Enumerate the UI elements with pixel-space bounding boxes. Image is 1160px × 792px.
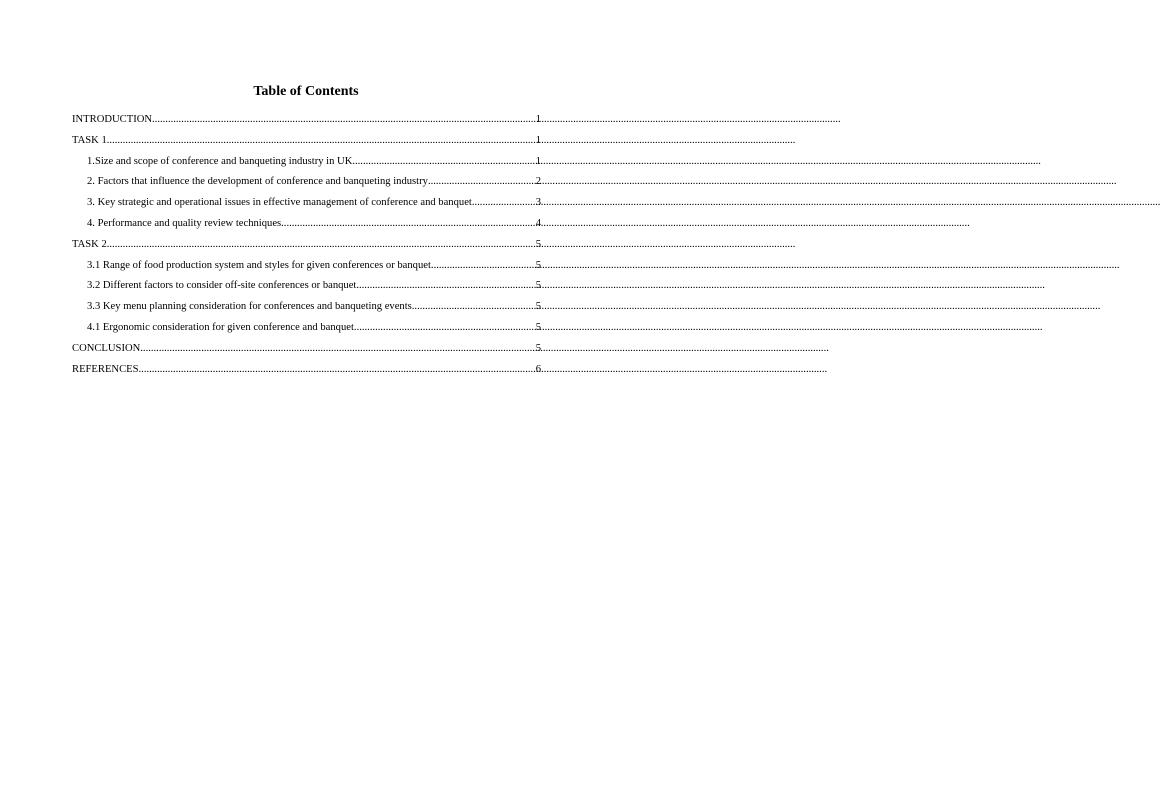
toc-page-number: 1 xyxy=(535,134,541,146)
toc-page-number: 6 xyxy=(535,363,541,375)
toc-entry-key-strategic-issues[interactable] xyxy=(72,196,541,217)
toc-entry-references[interactable] xyxy=(72,363,541,384)
toc-entry-menu-planning[interactable] xyxy=(72,300,541,321)
toc-dot-leader xyxy=(152,113,536,127)
toc-entry-food-production[interactable] xyxy=(72,259,541,280)
toc-page-number: 3 xyxy=(535,197,541,209)
toc-page-number: 1 xyxy=(535,155,541,167)
toc-entry-conclusion[interactable] xyxy=(72,342,541,363)
toc-entry-task-2[interactable] xyxy=(72,238,541,259)
toc-page-number: 5 xyxy=(535,301,541,313)
toc-dot-leader xyxy=(139,363,536,377)
toc-entry-label: REFERENCES xyxy=(72,363,139,375)
toc-dot-leader xyxy=(356,279,535,293)
toc-dot-leader xyxy=(354,321,536,335)
toc-dot-leader xyxy=(412,300,536,314)
toc-dot-leader xyxy=(281,217,536,231)
toc-page-number: 5 xyxy=(535,238,541,250)
toc-page-number: 1 xyxy=(535,114,541,125)
toc-page-number: 4 xyxy=(535,217,541,229)
toc-page-number: 5 xyxy=(535,259,541,271)
toc-entry-ergonomic[interactable] xyxy=(72,321,541,342)
toc-dot-leader xyxy=(472,196,536,210)
toc-entry-off-site-factors[interactable] xyxy=(72,279,541,300)
toc-entry-label: INTRODUCTION xyxy=(72,114,153,125)
toc-page-number: 2 xyxy=(535,176,541,188)
toc-entry-label: 1.Size and scope of conference and banqueting industry in UK xyxy=(87,155,353,167)
toc-dot-leader xyxy=(431,259,536,273)
toc-dot-leader xyxy=(140,342,535,356)
toc-entry-task-1[interactable] xyxy=(72,134,541,155)
toc-entry-label: TASK 2 xyxy=(72,238,107,250)
toc-entry-label: 3. Key strategic and operational issues in effective management of conference and banquet xyxy=(87,197,472,209)
toc-entry-label: 3.2 Different factors to consider off-site conferences or banquet xyxy=(87,280,357,292)
toc-entry-factors[interactable] xyxy=(72,175,541,196)
toc-dot-leader xyxy=(107,134,536,148)
toc-title: Table of Contents xyxy=(253,84,359,99)
toc-entry-label: 3.3 Key menu planning consideration for conferences and banqueting events xyxy=(87,301,412,313)
toc-entry-size-and-scope[interactable] xyxy=(72,155,541,176)
toc-dot-leader xyxy=(107,238,536,252)
toc-entry-introduction[interactable] xyxy=(72,113,541,134)
toc-dot-leader xyxy=(428,175,536,189)
toc-entry-label: TASK 1 xyxy=(72,134,107,146)
toc-page-number: 5 xyxy=(535,280,541,292)
toc-entry-label: 3.1 Range of food production system and styles for given conferences or banquet xyxy=(87,259,431,271)
toc-page-number: 5 xyxy=(535,342,541,354)
toc-list xyxy=(72,113,541,383)
toc-page-number: 5 xyxy=(535,321,541,333)
toc-entry-label: CONCLUSION xyxy=(72,342,141,354)
toc-dot-leader xyxy=(352,155,535,169)
toc-entry-label: 4. Performance and quality review techniques xyxy=(87,217,282,229)
toc-entry-label: 4.1 Ergonomic consideration for given conference and banquet xyxy=(87,321,354,333)
toc-entry-label: 2. Factors that influence the development of conference and banqueting industry xyxy=(87,176,428,188)
toc-entry-performance-review[interactable] xyxy=(72,217,541,238)
